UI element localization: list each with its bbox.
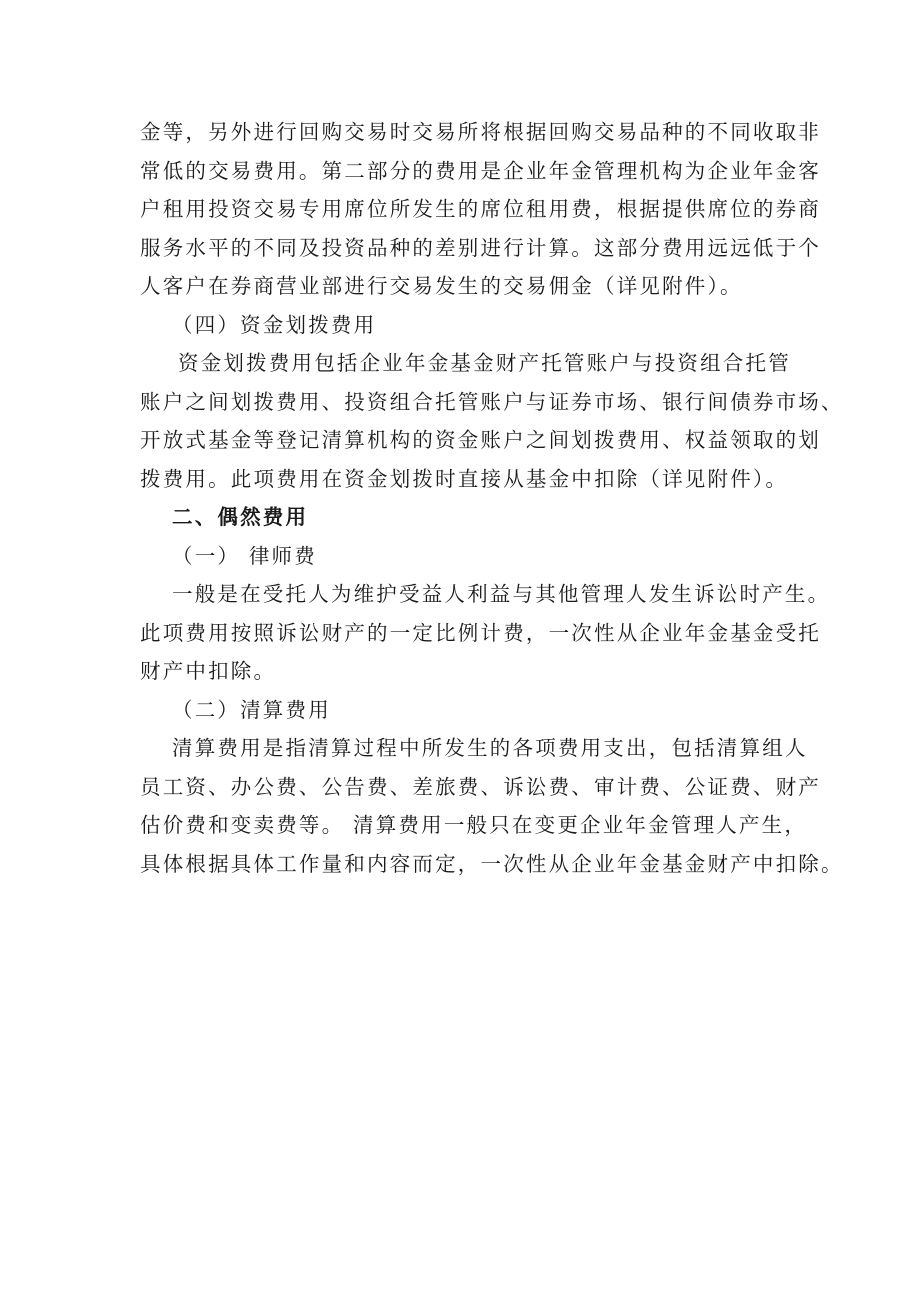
- paragraph-line: 开放式基金等登记清算机构的资金账户之间划拨费用、权益领取的划: [140, 428, 821, 452]
- paragraph-line: 员工资、办公费、公告费、差旅费、诉讼费、审计费、公证费、财产: [140, 774, 821, 799]
- paragraph-line: 清算费用是指清算过程中所发生的各项费用支出，包括清算组人: [172, 736, 808, 760]
- section-heading-incidental-fees: 二、偶然费用: [172, 505, 309, 529]
- paragraph-line: 估价费和变卖费等。 清算费用一般只在变更企业年金管理人产生，: [140, 813, 808, 837]
- paragraph-line: 此项费用按照诉讼财产的一定比例计费，一次性从企业年金基金受托: [140, 620, 821, 645]
- subsection-heading-liquidation-fee: （二）清算费用: [172, 697, 331, 722]
- subsection-heading-lawyer-fee: （一） 律师费: [172, 543, 317, 568]
- paragraph-line: 账户之间划拨费用、投资组合托管账户与证券市场、银行间债券市场、: [140, 389, 844, 414]
- paragraph-line: 人客户在券商营业部进行交易发生的交易佣金（详见附件）。: [140, 274, 743, 298]
- subsection-heading-fund-transfer: （四）资金划拨费用: [172, 312, 377, 337]
- paragraph-line: 具体根据具体工作量和内容而定，一次性从企业年金基金财产中扣除。: [140, 851, 844, 876]
- paragraph-line: 常低的交易费用。第二部分的费用是企业年金管理机构为企业年金客: [140, 158, 821, 183]
- paragraph-line: 资金划拨费用包括企业年金基金财产托管账户与投资组合托管: [178, 351, 791, 375]
- paragraph-line: 户租用投资交易专用席位所发生的席位租用费，根据提供席位的券商: [140, 197, 821, 221]
- paragraph-line: 金等，另外进行回购交易时交易所将根据回购交易品种的不同收取非: [140, 120, 821, 144]
- paragraph-line: 服务水平的不同及投资品种的差别进行计算。这部分费用远远低于个: [140, 235, 821, 260]
- paragraph-line: 一般是在受托人为维护受益人利益与其他管理人发生诉讼时产生。: [172, 582, 831, 606]
- paragraph-line: 财产中扣除。: [140, 659, 277, 683]
- paragraph-line: 拨费用。此项费用在资金划拨时直接从基金中扣除（详见附件）。: [140, 466, 789, 491]
- document-body: [140, 113, 844, 883]
